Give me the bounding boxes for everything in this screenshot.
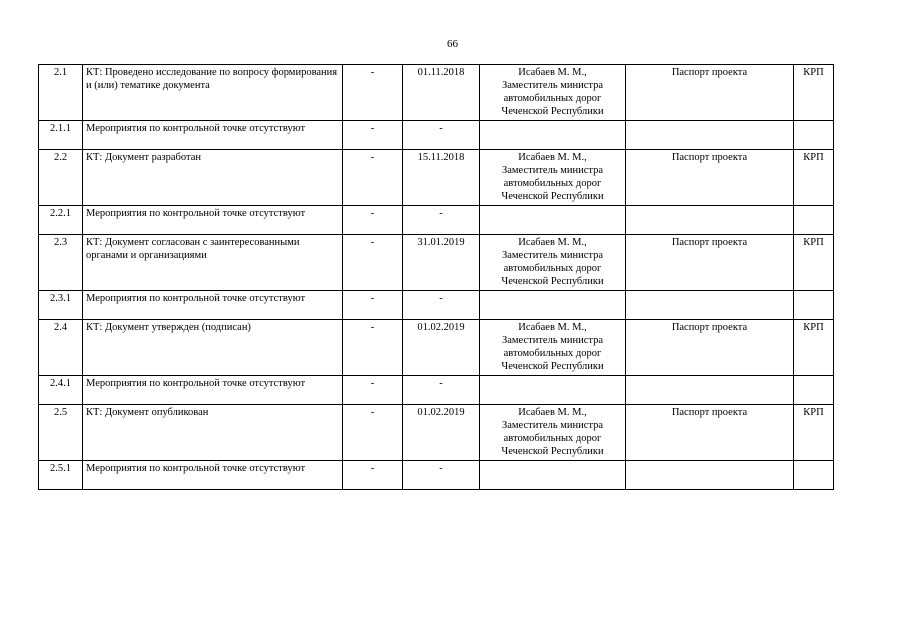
row-level-cell: КРП	[794, 65, 834, 121]
row-name-cell: Мероприятия по контрольной точке отсутствуют	[83, 291, 343, 320]
responsible-line: автомобильных дорог	[503, 433, 602, 444]
control-point-row	[39, 65, 834, 121]
responsible-line: автомобильных дорог	[503, 263, 602, 274]
row-name-cell: Мероприятия по контрольной точке отсутствуют	[83, 461, 343, 490]
row-name-cell: КТ: Документ опубликован	[83, 405, 343, 461]
responsible-line: Чеченской Республики	[501, 276, 604, 287]
control-points-table	[38, 64, 834, 490]
row-number-cell: 2.1.1	[39, 121, 83, 150]
activity-row	[39, 291, 834, 320]
row-number-cell: 2.4.1	[39, 376, 83, 405]
row-responsible-cell	[480, 206, 626, 235]
row-date-cell: -	[403, 461, 480, 490]
row-start-cell: -	[343, 376, 403, 405]
row-number-cell: 2.4	[39, 320, 83, 376]
row-start-cell: -	[343, 206, 403, 235]
row-document-cell: Паспорт проекта	[626, 65, 794, 121]
responsible-line: Заместитель министра	[501, 250, 604, 261]
row-level-cell: КРП	[794, 150, 834, 206]
responsible-line: автомобильных дорог	[503, 348, 602, 359]
row-responsible-cell	[480, 150, 626, 206]
row-level-cell	[794, 291, 834, 320]
row-name-cell: Мероприятия по контрольной точке отсутствуют	[83, 121, 343, 150]
activity-row	[39, 206, 834, 235]
row-number-cell: 2.5	[39, 405, 83, 461]
row-start-cell: -	[343, 405, 403, 461]
control-point-row	[39, 320, 834, 376]
responsible-line: Исабаев М. М.,	[518, 407, 587, 418]
row-date-cell: 15.11.2018	[403, 150, 480, 206]
row-document-cell: Паспорт проекта	[626, 235, 794, 291]
responsible-line: Исабаев М. М.,	[518, 152, 587, 163]
activity-row	[39, 121, 834, 150]
responsible-line: Чеченской Республики	[501, 191, 604, 202]
responsible-line: Исабаев М. М.,	[518, 237, 587, 248]
row-date-cell: -	[403, 206, 480, 235]
row-level-cell	[794, 461, 834, 490]
row-responsible-cell	[480, 461, 626, 490]
activity-row	[39, 461, 834, 490]
row-start-cell: -	[343, 291, 403, 320]
row-document-cell: Паспорт проекта	[626, 405, 794, 461]
row-document-cell	[626, 376, 794, 405]
row-start-cell: -	[343, 121, 403, 150]
row-responsible-cell	[480, 405, 626, 461]
row-document-cell: Паспорт проекта	[626, 150, 794, 206]
row-date-cell: -	[403, 291, 480, 320]
row-document-cell	[626, 121, 794, 150]
row-responsible-cell	[480, 320, 626, 376]
row-name-cell: КТ: Проведено исследование по вопросу формирования и (или) тематике документа	[83, 65, 343, 121]
responsible-line: Чеченской Республики	[501, 361, 604, 372]
row-start-cell: -	[343, 235, 403, 291]
page-number: 66	[447, 38, 458, 50]
responsible-line: Заместитель министра	[501, 165, 604, 176]
row-date-cell: -	[403, 121, 480, 150]
row-level-cell	[794, 121, 834, 150]
row-responsible-cell	[480, 121, 626, 150]
row-name-cell: Мероприятия по контрольной точке отсутствуют	[83, 206, 343, 235]
responsible-line: автомобильных дорог	[503, 93, 602, 104]
row-number-cell: 2.2.1	[39, 206, 83, 235]
row-responsible-cell	[480, 235, 626, 291]
row-level-cell: КРП	[794, 235, 834, 291]
responsible-line: Заместитель министра	[501, 80, 604, 91]
row-responsible-cell	[480, 65, 626, 121]
row-document-cell	[626, 206, 794, 235]
responsible-line: Чеченской Республики	[501, 106, 604, 117]
row-responsible-cell	[480, 291, 626, 320]
row-document-cell	[626, 291, 794, 320]
row-number-cell: 2.3	[39, 235, 83, 291]
row-document-cell	[626, 461, 794, 490]
responsible-line: Чеченской Республики	[501, 446, 604, 457]
row-name-cell: КТ: Документ утвержден (подписан)	[83, 320, 343, 376]
row-date-cell: 01.02.2019	[403, 320, 480, 376]
row-level-cell: КРП	[794, 405, 834, 461]
row-date-cell: 01.02.2019	[403, 405, 480, 461]
row-name-cell: КТ: Документ разработан	[83, 150, 343, 206]
control-point-row	[39, 405, 834, 461]
row-responsible-cell	[480, 376, 626, 405]
row-document-cell: Паспорт проекта	[626, 320, 794, 376]
row-date-cell: 31.01.2019	[403, 235, 480, 291]
row-start-cell: -	[343, 320, 403, 376]
responsible-line: Исабаев М. М.,	[518, 67, 587, 78]
row-name-cell: КТ: Документ согласован с заинтересованными органами и организациями	[83, 235, 343, 291]
responsible-line: Заместитель министра	[501, 420, 604, 431]
row-level-cell	[794, 206, 834, 235]
responsible-line: Заместитель министра	[501, 335, 604, 346]
row-date-cell: 01.11.2018	[403, 65, 480, 121]
row-level-cell	[794, 376, 834, 405]
row-start-cell: -	[343, 65, 403, 121]
control-point-row	[39, 235, 834, 291]
row-start-cell: -	[343, 461, 403, 490]
row-number-cell: 2.5.1	[39, 461, 83, 490]
responsible-line: автомобильных дорог	[503, 178, 602, 189]
row-number-cell: 2.1	[39, 65, 83, 121]
row-number-cell: 2.3.1	[39, 291, 83, 320]
row-start-cell: -	[343, 150, 403, 206]
responsible-line: Исабаев М. М.,	[518, 322, 587, 333]
row-date-cell: -	[403, 376, 480, 405]
control-point-row	[39, 150, 834, 206]
row-name-cell: Мероприятия по контрольной точке отсутствуют	[83, 376, 343, 405]
activity-row	[39, 376, 834, 405]
row-level-cell: КРП	[794, 320, 834, 376]
row-number-cell: 2.2	[39, 150, 83, 206]
